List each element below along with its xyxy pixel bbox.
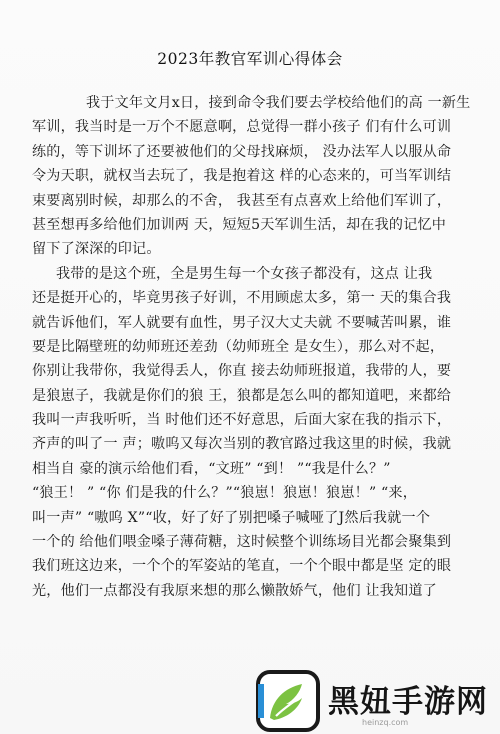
text-line: 令为天职，就权当去玩了，我是抱着这 样的心态来的，可当军训结 xyxy=(32,168,452,185)
text-line: 就告诉他们，军人就要有血性，男子汉大丈夫就 不要喊苦叫累，谁 xyxy=(32,314,452,331)
text-line: 相当自 豪的演示给他们看，“文班” “到！ ”“我是什么？” xyxy=(32,460,391,477)
text-line: 我叫一声我听听，当 时他们还不好意思，后面大家在我的指示下， xyxy=(32,412,452,429)
text-line: 还是挺开心的，毕竟男孩子好训，不用顾虑太多，第一 天的集合我 xyxy=(32,290,452,307)
text-line: 一个的 给他们喂金嗓子薄荷糖，这时候整个训练场目光都会聚集到 xyxy=(32,534,452,551)
text-line: “狼王！ ” “你 们是我的什么？”“狼崽！狼崽！狼崽！” “来， xyxy=(32,485,418,502)
text-line: 我们班这边来，一个个的军姿站的笔直，一个个眼中都是坚 定的眼 xyxy=(32,558,452,575)
text-line: 我于文年文月x日，接到命令我们要去学校给他们的高 一新生 xyxy=(86,95,471,111)
text-line: 束要离别时候，却那么的不舍， 我甚至有点喜欢上给他们军训了， xyxy=(32,192,452,209)
text-line: 你别让我带你，我觉得丢人，你直 接去幼师班报道，我带的人，要 xyxy=(32,363,452,380)
document-title: 2023年教官军训心得体会 xyxy=(157,50,343,68)
text-line: 留下了深深的印记。 xyxy=(32,241,161,258)
text-line: 光，他们一点都没有我原来想的那么懒散娇气，他们 让我知道了 xyxy=(32,582,437,599)
text-line: 我带的是这个班，全是男生每一个女孩子都没有，这点 让我 xyxy=(56,265,433,282)
brand-url: heinzq.com xyxy=(362,718,409,727)
site-watermark xyxy=(250,668,500,734)
brand-name: 黑妞手游网 xyxy=(328,684,488,720)
text-line: 甚至想再多给他们加训两 天，短短5天军训生活，却在我的记忆中 xyxy=(32,216,447,233)
text-line: 要是比隔壁班的幼师班还差劲（幼师班全 是女生），那么对不起， xyxy=(32,338,445,355)
text-line: 练的，等下训坏了还要被他们的父母找麻烦， 没办法军人以服从命 xyxy=(32,143,452,160)
text-line: 军训，我当时是一万个不愿意啊，总觉得一群小孩子 们有什么可训 xyxy=(32,119,452,136)
text-line: 是狼崽子，我就是你们的狼 王，狼都是怎么叫的都知道吧，来都给 xyxy=(32,387,452,404)
text-line: 叫一声” “嗷呜 X”“收，好了好了别把嗓子喊哑了J然后我就一个 xyxy=(32,509,431,526)
document-body xyxy=(32,91,471,603)
brand-logo-icon xyxy=(256,670,320,732)
text-line: 齐声的叫了一 声；嗷呜又每次当别的教官路过我这里的时候，我就 xyxy=(32,436,452,453)
